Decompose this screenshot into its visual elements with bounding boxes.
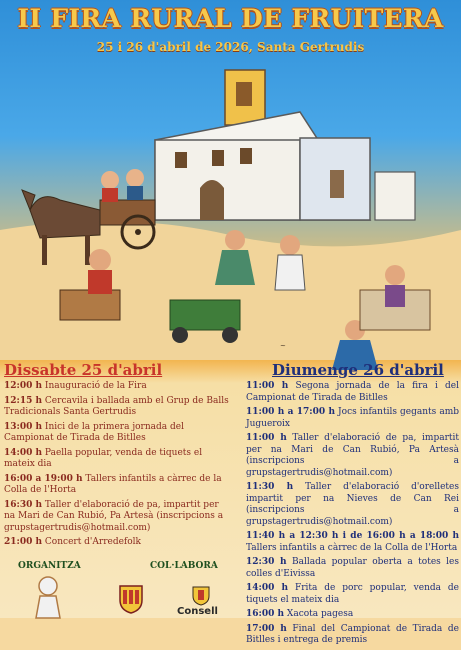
schedule-item: 17:00 h Final del Campionat de Tirada de Bitlles i entrega de premis [246,623,459,645]
artist-signature: ~ [280,342,286,350]
saturday-schedule [4,381,230,552]
schedule-item: 16:30 h Taller d'elaboració de pa, impartit per na Mari de Can Rubió, Pa Artesà (inscripcions a grupstagertrudis@hotmail.com) [4,499,224,533]
schedule-item: 11:30 h Taller d'elaboració d'orelletes impartit per na Nieves de Can Rei (inscripcions a grupstagertrudis@hotmail.com) [246,482,459,527]
organizer-logo [30,574,66,618]
schedule-item: 11:40 h a 12:30 h i de 16:00 h a 18:00 h Tallers infantils a càrrec de la Colla de l'Horta [246,531,459,553]
consell-label: Consell [177,606,218,617]
organitza-label: ORGANITZA [18,561,81,571]
schedule-item: 12:30 h Ballada popular oberta a totes les colles d'Eivissa [246,557,459,579]
schedule-item: 21:00 h Concert d'Arredefolk [4,537,142,547]
sunday-heading: Diumenge 26 d'abril [272,361,444,379]
col-labora-label: COL·LABORA [150,561,218,571]
poster-subtitle: 25 i 26 d'abril de 2026, Santa Gertrudis [96,40,365,54]
schedule-item: 11:00 h Segona jornada de la fira i del Campionat de Tirada de Bitlles [246,381,459,403]
schedule-item: 13:00 h Inici de la primera jornada del Campionat de Tirada de Bitlles [4,421,184,443]
sunday-schedule [246,381,459,650]
schedule-item: 14:00 h Frita de porc popular, venda de tiquets el mateix dia [246,583,459,605]
consell-crest-icon [190,584,212,606]
schedule-item: 11:00 h Taller d'elaboració de pa, impartit per na Mari de Can Rubió, Pa Artesà (inscripcions a grupstagertrudis@hotmail.com) [246,433,459,478]
poster-title: II FIRA RURAL DE FRUITERA [17,4,444,33]
schedule-item: 12:15 h Cercavila i ballada amb el Grup de Balls Tradicionals Santa Gertrudis [4,395,229,417]
schedule-item: 14:00 h Paella popular, venda de tiquets el mateix dia [4,447,203,469]
saturday-heading: Dissabte 25 d'abril [4,361,163,379]
schedule-item: 11:00 h a 17:00 h Jocs infantils gegants amb Jugueroix [246,407,459,429]
schedule-item: 16:00 a 19:00 h Tallers infantils a càrrec de la Colla de l'Horta [4,473,222,495]
church-illustration [155,70,415,220]
town-shield-logo [118,584,144,614]
schedule-item: 12:00 h Inauguració de la Fira [4,381,147,391]
schedule-item: 16:00 h Xacota pagesa [246,609,354,619]
fair-illustration [0,60,461,360]
